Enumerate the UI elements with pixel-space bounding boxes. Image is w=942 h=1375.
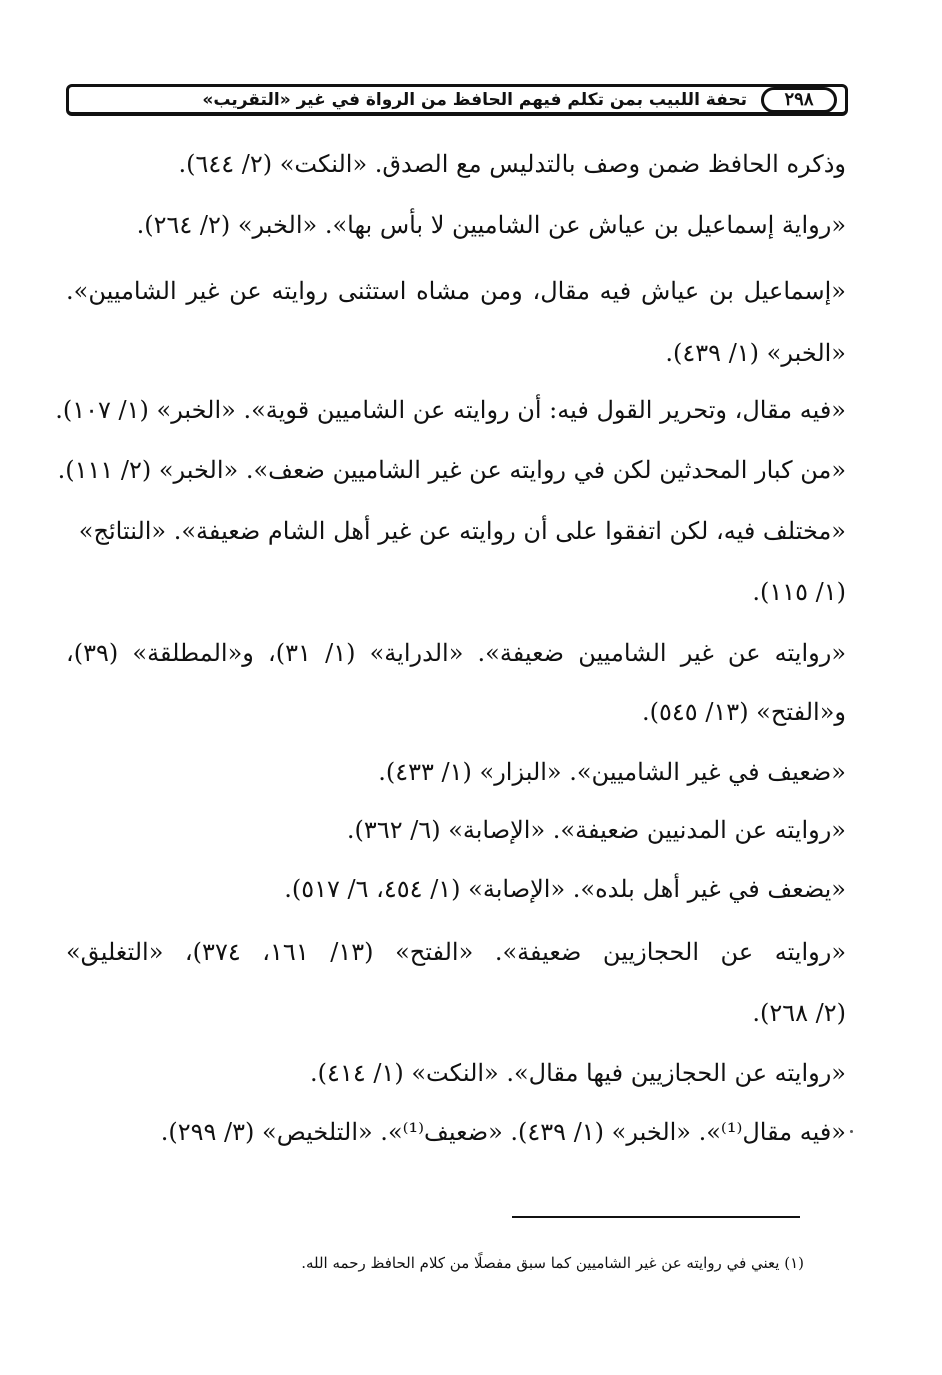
running-title: تحفة اللبيب بمن تكلم فيهم الحافظ من الرواة في غير «التقريب» xyxy=(202,89,747,110)
text-line: (١/ ١١٥). xyxy=(752,578,846,606)
footnote: (١) يعني في روايته عن غير الشاميين كما سبق مفصلًا من كلام الحافظ رحمه الله. xyxy=(301,1254,804,1272)
text-line: «يضعف في غير أهل بلده». «الإصابة» (١/ ٤٥٤، ٦/ ٥١٧). xyxy=(284,875,846,903)
text-line: «روايته عن الحجازيين ضعيفة». «الفتح» (١٣/ ١٦١، ٣٧٤)، «التغليق» xyxy=(66,938,847,966)
text-line: «الخبر» (١/ ٤٣٩). xyxy=(665,339,846,367)
footnote-separator xyxy=(512,1216,800,1218)
running-header xyxy=(66,84,848,116)
text-line: «روايته عن المدنيين ضعيفة». «الإصابة» (٦/ ٣٦٢). xyxy=(346,816,846,844)
page-number: ٢٩٨ xyxy=(761,87,837,113)
text-line: و«الفتح» (١٣/ ٥٤٥). xyxy=(642,698,846,726)
text-line: (٢/ ٢٦٨). xyxy=(752,999,846,1027)
text-line: «فيه مقال، وتحرير القول فيه: أن روايته عن الشاميين قوية». «الخبر» (١/ ١٠٧). xyxy=(55,396,846,424)
text-line: وذكره الحافظ ضمن وصف بالتدليس مع الصدق. «النكت» (٢/ ٦٤٤). xyxy=(178,150,846,178)
text-line: «فيه مقال⁽¹⁾». «الخبر» (١/ ٤٣٩). «ضعيف⁽¹⁾». «التلخيص» (٣/ ٢٩٩). xyxy=(160,1118,846,1146)
text-line: «ضعيف في غير الشاميين». «البزار» (١/ ٤٣٣). xyxy=(378,758,846,786)
text-line: «روايته عن غير الشاميين ضعيفة». «الدراية» (١/ ٣١)، و«المطلقة» (٣٩)، xyxy=(66,639,846,667)
text-line: «إسماعيل بن عياش فيه مقال، ومن مشاه استثنى روايته عن غير الشاميين». xyxy=(66,277,846,305)
text-line: «مختلف فيه، لكن اتفقوا على أن روايته عن غير أهل الشام ضعيفة». «النتائج» xyxy=(78,517,846,545)
text-line: «روايته عن الحجازيين فيها مقال». «النكت» (١/ ٤١٤). xyxy=(310,1059,846,1087)
text-line: «من كبار المحدثين لكن في روايته عن غير الشاميين ضعف». «الخبر» (٢/ ١١١). xyxy=(57,456,846,484)
text-line: «رواية إسماعيل بن عياش عن الشاميين لا بأس بها». «الخبر» (٢/ ٢٦٤). xyxy=(136,211,846,239)
scan-speck xyxy=(850,1130,853,1133)
